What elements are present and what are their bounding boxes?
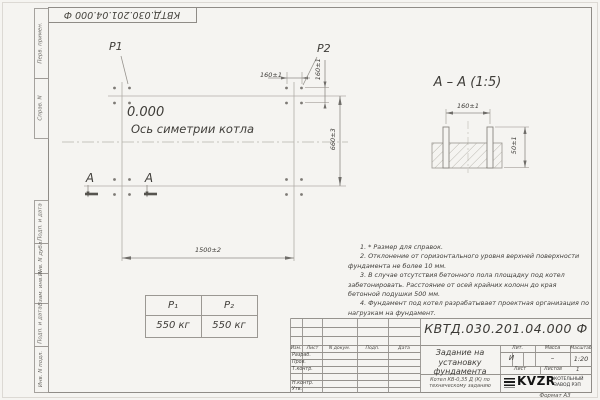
sheets-value: 1 bbox=[576, 366, 580, 373]
kvzr-logo-text: KVZR bbox=[517, 374, 556, 388]
section-cut-marks bbox=[85, 185, 157, 198]
section-dim-height-label: 50±1 bbox=[509, 136, 518, 155]
col-header-data: Дата bbox=[398, 345, 410, 351]
row-label-utv: Утв. bbox=[292, 387, 303, 392]
margin-label-text: Справ. N bbox=[38, 95, 44, 121]
margin-label-text: Инв. N дубл. bbox=[38, 239, 44, 277]
margin-label-sprav-n bbox=[34, 78, 48, 138]
mass-header: Масса bbox=[544, 345, 561, 351]
load-table-value-p1: 550 кг bbox=[156, 320, 190, 331]
dim-bolt-h-label: 160±1 bbox=[260, 71, 282, 79]
margin-label-inv-dubl bbox=[34, 239, 48, 277]
top-designation: КВТД.030.201.04.000 Ф bbox=[63, 9, 181, 20]
note-2: 2. Отклонение от горизонтального уровня верхней поверхности фундамента не более 10 мм. bbox=[348, 252, 580, 270]
col-header-izm: Изм. bbox=[290, 345, 302, 351]
dim-bolt-v-label: 160±1 bbox=[313, 58, 322, 81]
lit-header: Лит. bbox=[511, 345, 524, 351]
sheet-header: Лист bbox=[513, 367, 527, 372]
margin-label-text: Перв. примен. bbox=[38, 22, 45, 64]
margin-label-inv-podl bbox=[34, 346, 48, 392]
col-header-list: Лист bbox=[306, 345, 319, 351]
kvzr-logo-tagline-1: КОТЕЛЬНЫЙ bbox=[554, 377, 584, 382]
note-4: 4. Фундамент под котел разрабатывает проектная организация по нагрузкам на фундамент. bbox=[348, 299, 590, 317]
margin-label-perv-primen bbox=[34, 8, 48, 78]
col-header-podp: Подп. bbox=[365, 345, 380, 351]
load-table-header-p1: P₁ bbox=[167, 300, 179, 311]
section-letter-right: A bbox=[144, 171, 154, 185]
margin-label-vzam-inv bbox=[34, 270, 48, 306]
margin-label-text: Подп. и дата bbox=[38, 305, 44, 344]
plan-linework bbox=[62, 56, 348, 261]
margin-label-text: Инв. N подл. bbox=[38, 350, 44, 388]
margin-label-text: Подп. и дата bbox=[38, 202, 44, 241]
row-label-razrab: Разраб. bbox=[292, 352, 311, 358]
load-table-header-p2: P₂ bbox=[223, 300, 235, 311]
product-name: Котел КВ-0,35 Д (К) по техническому заданию bbox=[429, 377, 491, 390]
bolt-group-label-p1: P1 bbox=[109, 40, 123, 53]
row-label-prov: Пров. bbox=[292, 359, 306, 365]
margin-label-podp-data-1 bbox=[34, 200, 48, 243]
scale-value: 1:20 bbox=[573, 354, 589, 363]
kvzr-logo-tagline-2: ЗАВОД РЭП bbox=[554, 383, 581, 388]
elevation-mark: 0.000 bbox=[127, 105, 165, 120]
margin-label-text: Взам. инв. N bbox=[38, 270, 44, 306]
section-dim-span-label: 160±1 bbox=[457, 102, 479, 110]
load-table-value-p2: 550 кг bbox=[212, 320, 246, 331]
notes-block bbox=[348, 243, 590, 318]
col-header-dokum: N докум. bbox=[328, 345, 351, 351]
section-title: A – A (1:5) bbox=[433, 75, 502, 90]
kvzr-logo-coil-icon bbox=[504, 378, 515, 388]
mass-value: – bbox=[550, 354, 555, 362]
sheets-header: Листов bbox=[544, 367, 562, 372]
margin-label-podp-data-2 bbox=[34, 303, 48, 346]
lit-value: И bbox=[508, 354, 515, 362]
dim-length-label: 1500±2 bbox=[194, 246, 222, 254]
scale-header: Масштаб bbox=[570, 345, 592, 351]
sheet-frame bbox=[3, 3, 598, 398]
doc-title: Задание на установку фундамента bbox=[433, 348, 487, 376]
row-label-tkontr: Т.контр. bbox=[292, 366, 313, 372]
bolt-group-label-p2: P2 bbox=[317, 42, 331, 55]
note-3: 3. В случае отсутствия бетонного пола площадку под котел забетонировать. Расстояние от осей крайних колонн до края бетонной подушки 500 мм. bbox=[348, 271, 565, 299]
row-label-nkontr: Н.контр. bbox=[292, 380, 314, 386]
note-1: 1. * Размер для справок. bbox=[360, 243, 443, 251]
dim-depth-label: 660±3 bbox=[328, 128, 337, 151]
format-note: Формат А3 bbox=[539, 393, 571, 399]
section-letter-left: A bbox=[85, 171, 95, 185]
boiler-axis-label: Ось симетрии котла bbox=[131, 122, 255, 136]
title-block-designation: КВТД.030.201.04.000 Ф bbox=[424, 321, 588, 336]
